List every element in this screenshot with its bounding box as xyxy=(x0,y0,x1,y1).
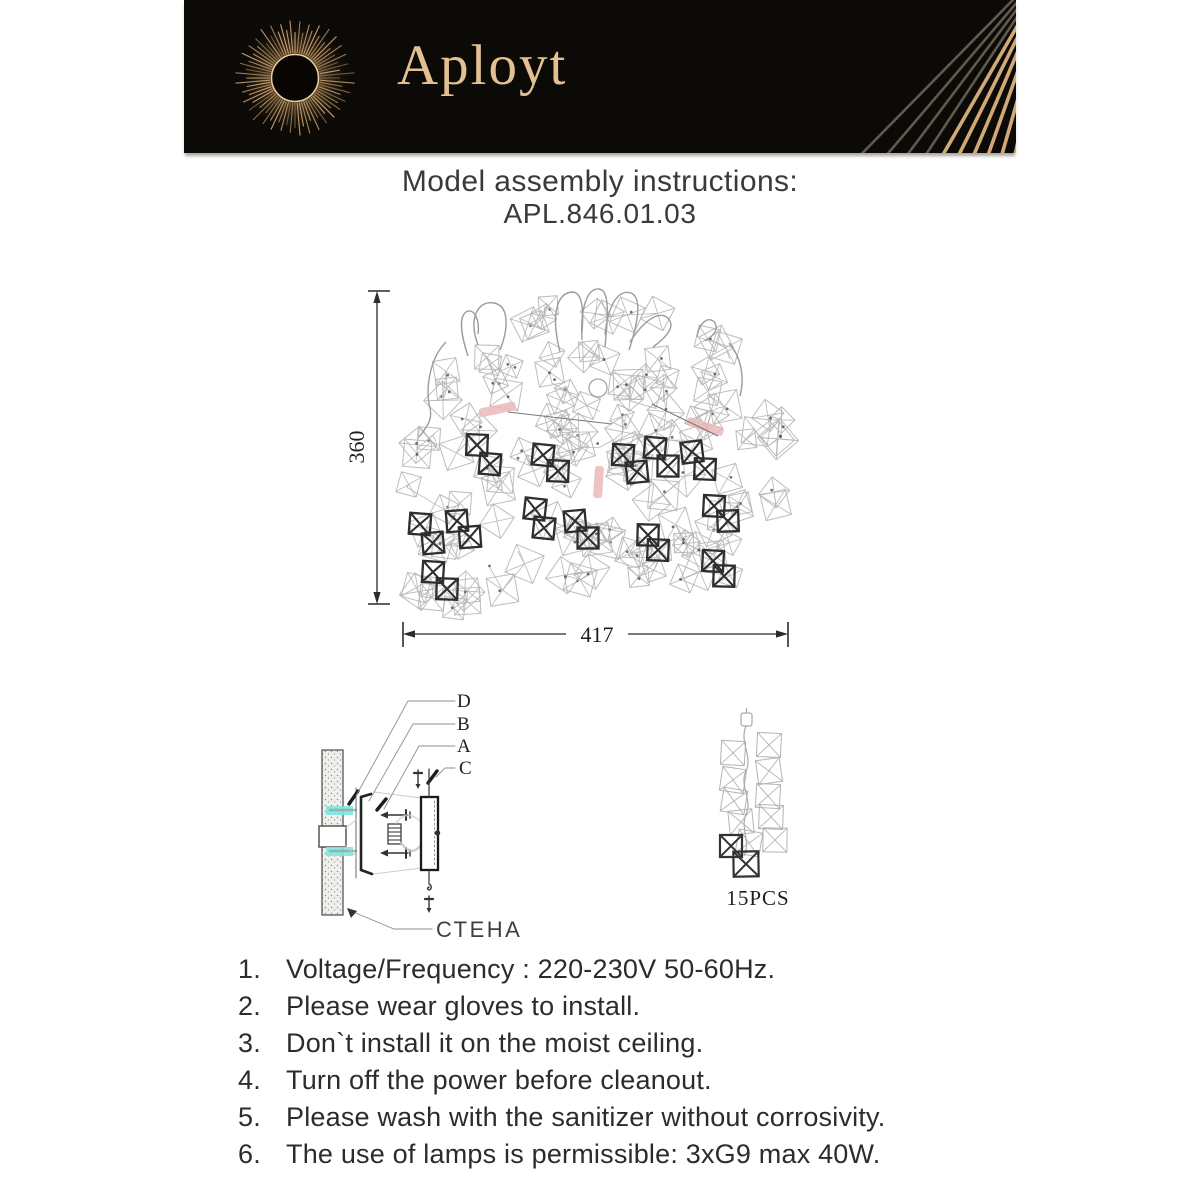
instruction-text: Please wash with the sanitizer without corrosivity. xyxy=(286,1102,886,1132)
instruction-number: 5. xyxy=(238,1102,261,1132)
pieces-count-label: 15PCS xyxy=(726,886,790,910)
instruction-number: 3. xyxy=(238,1028,261,1058)
instruction-item xyxy=(238,1025,885,1062)
height-dimension xyxy=(368,291,390,604)
instruction-text: Don`t install it on the moist ceiling. xyxy=(286,1028,704,1058)
terminal-block xyxy=(388,824,401,844)
center-ring xyxy=(589,379,607,397)
wall-box xyxy=(319,826,346,847)
part-label-b: B xyxy=(457,714,470,735)
instruction-number: 2. xyxy=(238,991,261,1021)
doc-title: Model assembly instructions: xyxy=(401,165,799,198)
screw-bottom xyxy=(425,896,433,913)
crystal-strand xyxy=(719,732,787,876)
instruction-item xyxy=(238,1136,885,1173)
height-dimension-label: 360 xyxy=(344,430,369,464)
wall-label: СТЕНА xyxy=(436,917,523,942)
part-label-d: D xyxy=(457,691,471,712)
instruction-item xyxy=(238,988,885,1025)
hanging-hook xyxy=(428,884,432,890)
wall-mount-diagram xyxy=(319,701,455,929)
part-label-a: A xyxy=(457,736,471,757)
instruction-number: 1. xyxy=(238,954,261,984)
mounting-bracket xyxy=(361,794,372,874)
instruction-item xyxy=(238,1062,885,1099)
instruction-item xyxy=(238,1099,885,1136)
instruction-item xyxy=(238,951,885,988)
screw-horizontal-lower xyxy=(380,848,410,858)
part-label-c: C xyxy=(459,758,472,779)
crystal-web xyxy=(396,296,799,620)
model-number: APL.846.01.03 xyxy=(503,198,697,229)
width-dimension-label: 417 xyxy=(580,622,614,647)
instruction-number: 6. xyxy=(238,1139,261,1169)
instruction-list xyxy=(238,951,885,1173)
instruction-number: 4. xyxy=(238,1065,261,1095)
instruction-text: Turn off the power before cleanout. xyxy=(286,1065,712,1095)
instruction-text: Please wear gloves to install. xyxy=(286,991,641,1021)
instruction-text: Voltage/Frequency : 220-230V 50-60Hz. xyxy=(286,954,776,984)
brand-name: Aployt xyxy=(397,34,568,97)
instruction-text: The use of lamps is permissible: 3xG9 max 40W. xyxy=(286,1139,881,1169)
screw-top xyxy=(414,770,422,789)
